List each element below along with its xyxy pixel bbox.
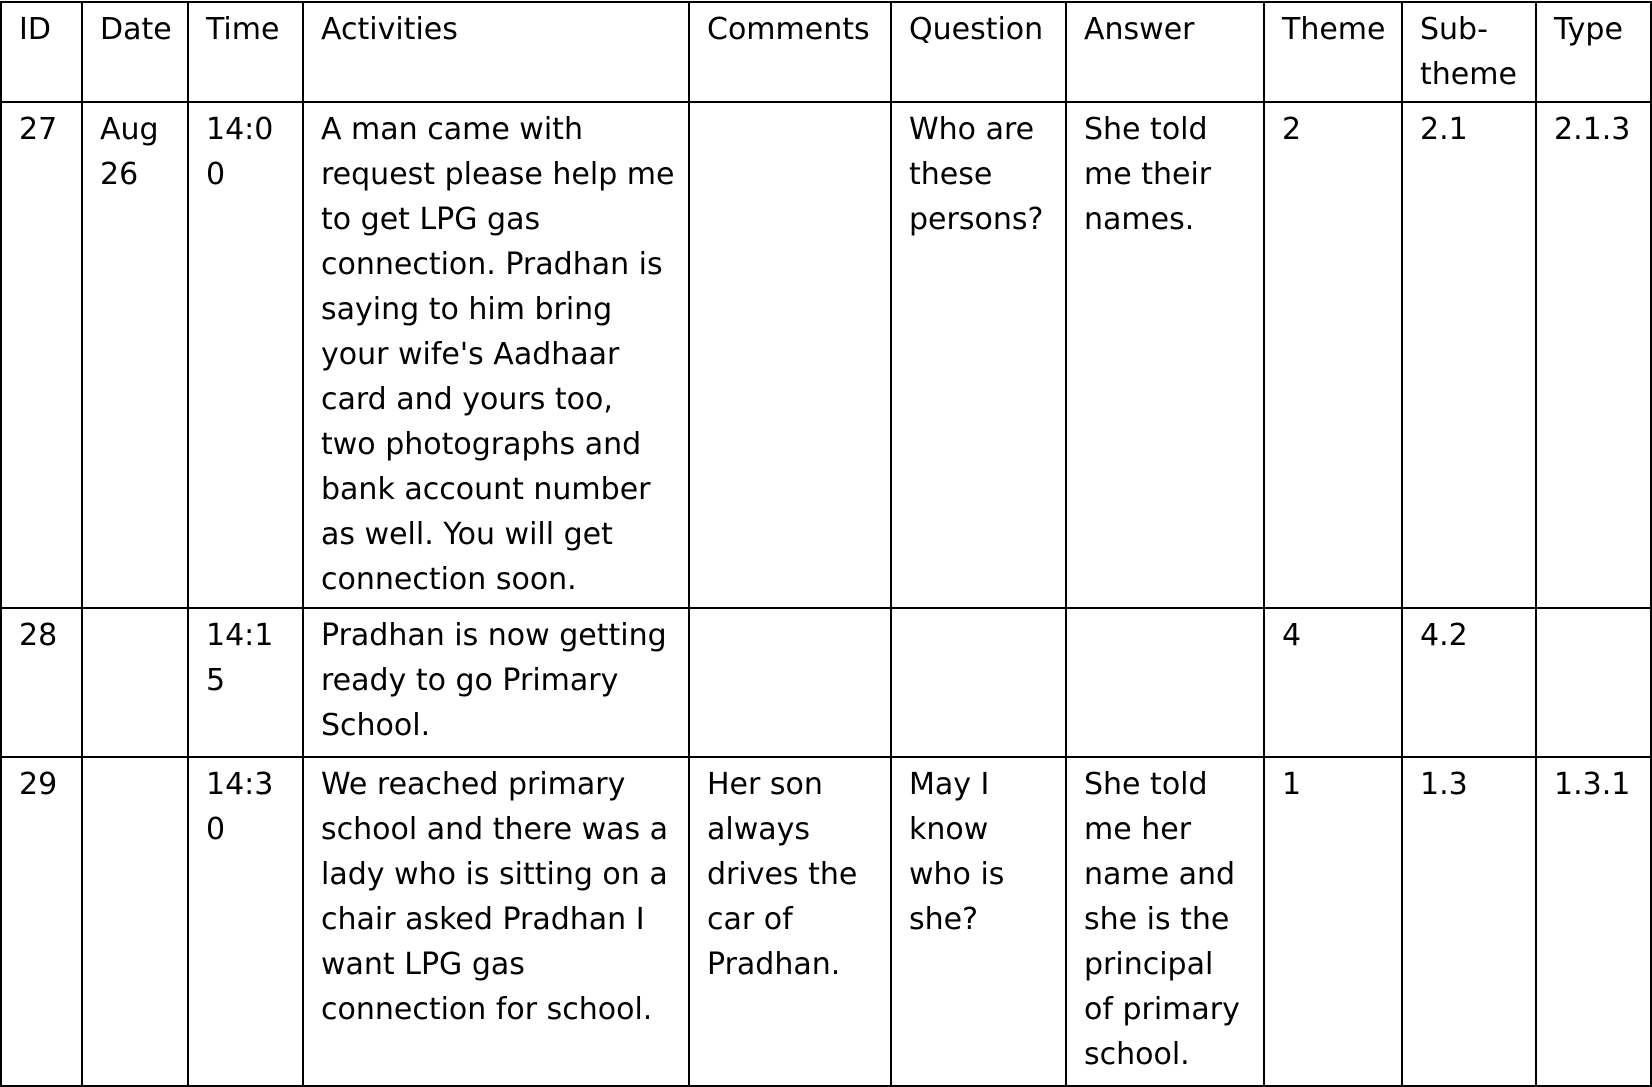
header-type: Type (1536, 2, 1651, 102)
field-notes-table (0, 1, 1652, 1087)
cell-activities: A man came with request please help me to get LPG gas connection. Pradhan is saying to him bring your wife's Aadhaar card and yours too, two photographs and bank account number as well. You will get connection soon. (303, 102, 689, 608)
header-comments: Comments (689, 2, 891, 102)
cell-subtheme: 4.2 (1402, 608, 1536, 757)
table-row (1, 608, 1651, 757)
cell-type: 1.3.1 (1536, 757, 1651, 1086)
cell-question: May I know who is she? (891, 757, 1066, 1086)
cell-question: Who are these persons? (891, 102, 1066, 608)
header-question: Question (891, 2, 1066, 102)
header-answer: Answer (1066, 2, 1264, 102)
cell-date: Aug 26 (82, 102, 188, 608)
cell-theme: 4 (1264, 608, 1402, 757)
cell-activities: Pradhan is now getting ready to go Primary School. (303, 608, 689, 757)
table-header-row (1, 2, 1651, 102)
table-row (1, 757, 1651, 1086)
cell-theme: 2 (1264, 102, 1402, 608)
cell-subtheme: 2.1 (1402, 102, 1536, 608)
cell-time: 14:15 (188, 608, 303, 757)
header-activities: Activities (303, 2, 689, 102)
header-date: Date (82, 2, 188, 102)
header-time: Time (188, 2, 303, 102)
cell-time: 14:00 (188, 102, 303, 608)
cell-theme: 1 (1264, 757, 1402, 1086)
cell-id: 29 (1, 757, 82, 1086)
header-theme: Theme (1264, 2, 1402, 102)
cell-date (82, 608, 188, 757)
cell-answer: She told me their names. (1066, 102, 1264, 608)
cell-comments: Her son always drives the car of Pradhan. (689, 757, 891, 1086)
header-id: ID (1, 2, 82, 102)
cell-id: 27 (1, 102, 82, 608)
cell-type: 2.1.3 (1536, 102, 1651, 608)
cell-time: 14:30 (188, 757, 303, 1086)
cell-subtheme: 1.3 (1402, 757, 1536, 1086)
header-subtheme: Sub-theme (1402, 2, 1536, 102)
cell-date (82, 757, 188, 1086)
cell-comments (689, 102, 891, 608)
cell-type (1536, 608, 1651, 757)
cell-comments (689, 608, 891, 757)
cell-id: 28 (1, 608, 82, 757)
cell-answer: She told me her name and she is the principal of primary school. (1066, 757, 1264, 1086)
cell-activities: We reached primary school and there was a lady who is sitting on a chair asked Pradhan I want LPG gas connection for school. (303, 757, 689, 1086)
table-row (1, 102, 1651, 608)
cell-question (891, 608, 1066, 757)
cell-answer (1066, 608, 1264, 757)
